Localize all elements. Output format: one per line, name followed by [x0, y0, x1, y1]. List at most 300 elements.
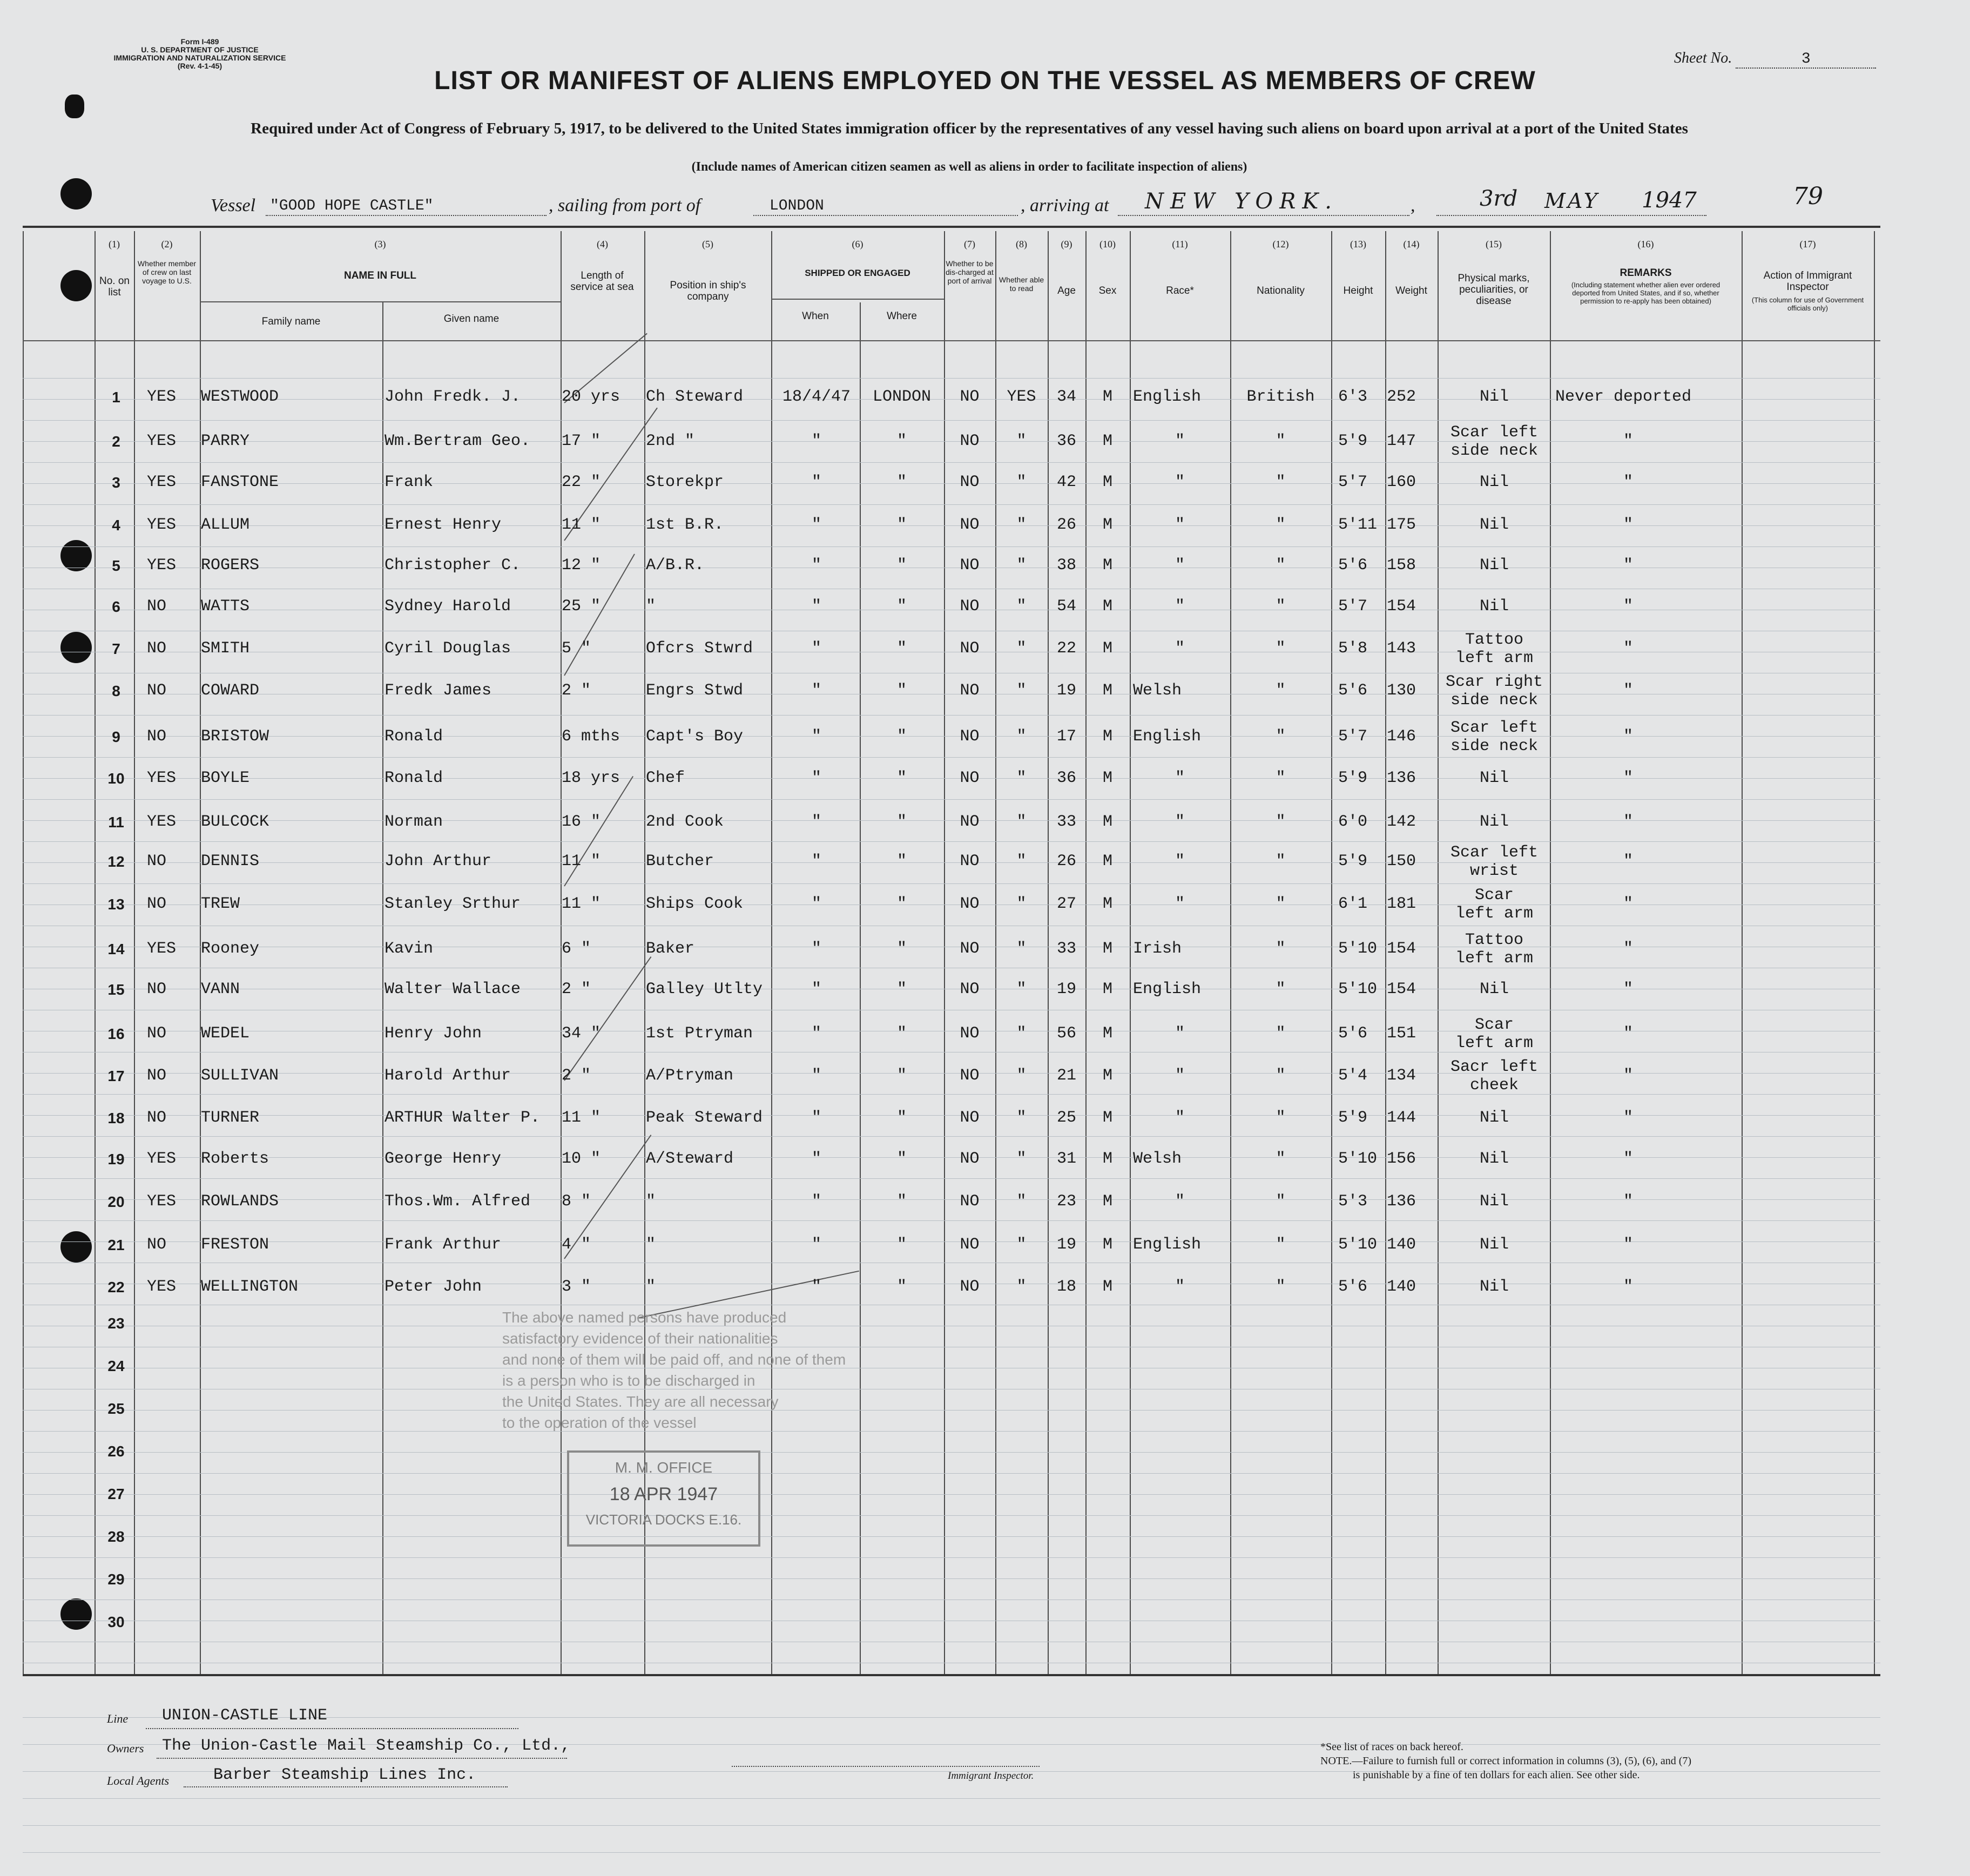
shipped-where-cell: " [896, 473, 907, 491]
position-cell: " [646, 597, 656, 616]
footer-note: is punishable by a fine of ten dollars for each alien. See other side. [1353, 1769, 1640, 1781]
given-name-cell: Henry John [384, 1024, 482, 1043]
discharged-cell: NO [960, 769, 980, 787]
weight-cell: 136 [1387, 1192, 1416, 1211]
sex-cell: M [1102, 727, 1112, 746]
shipped-when-cell: " [811, 727, 821, 746]
service-cell: 5 " [562, 639, 591, 658]
family-name-cell: Roberts [201, 1150, 269, 1168]
last-voyage-cell: YES [147, 1150, 177, 1168]
race-cell: " [1175, 813, 1185, 831]
footer-line-label: Line [107, 1712, 129, 1725]
physical-marks-cell: Nil [1479, 980, 1509, 998]
shipped-when-cell: " [811, 895, 821, 913]
weight-cell: 151 [1387, 1024, 1416, 1043]
header-last-voyage: Whether member of crew on last voyage to U.S. [137, 259, 197, 285]
position-cell: Chef [646, 769, 685, 787]
height-cell: 5'9 [1338, 432, 1368, 450]
position-cell: A/Ptryman [646, 1067, 734, 1085]
sex-cell: M [1102, 1278, 1112, 1296]
physical-marks-cell: Nil [1479, 388, 1509, 406]
nationality-cell: British [1246, 388, 1315, 406]
given-name-cell: Sydney Harold [384, 597, 511, 616]
shipped-when-cell: " [811, 681, 821, 700]
height-cell: 5'6 [1338, 556, 1368, 575]
able-read-cell: " [1016, 940, 1027, 958]
race-cell: " [1175, 597, 1185, 616]
shipped-when-cell: " [811, 473, 821, 491]
discharged-cell: NO [960, 1236, 980, 1254]
position-cell: Ofcrs Stwrd [646, 639, 753, 658]
sex-cell: M [1102, 597, 1112, 616]
weight-cell: 130 [1387, 681, 1416, 700]
given-name-cell: Frank Arthur [384, 1236, 502, 1254]
family-name-cell: FRESTON [201, 1236, 269, 1254]
shipped-when-cell: " [811, 940, 821, 958]
column-number: (6) [852, 239, 863, 249]
physical-marks-line: left arm [1455, 905, 1534, 923]
able-read-cell: " [1016, 895, 1027, 913]
shipped-when-cell: " [811, 1150, 821, 1168]
race-cell: English [1133, 980, 1202, 998]
column-number: (1) [109, 239, 120, 249]
footer-agents-label: Local Agents [107, 1774, 170, 1787]
header-action-note: (This column for use of Government officials only) [1751, 296, 1864, 312]
sex-cell: M [1102, 769, 1112, 787]
column-number: (8) [1016, 239, 1027, 249]
race-cell: English [1133, 1236, 1202, 1254]
header-length-service: Length of service at sea [570, 270, 634, 293]
discharged-cell: NO [960, 1192, 980, 1211]
position-cell: Peak Steward [646, 1109, 763, 1127]
remarks-cell: " [1623, 813, 1633, 831]
column-number: (14) [1403, 239, 1420, 249]
stamp-line: satisfactory evidence of their nationalities [502, 1330, 778, 1347]
weight-cell: 144 [1387, 1109, 1416, 1127]
last-voyage-cell: NO [147, 1067, 167, 1085]
race-cell: " [1175, 1109, 1185, 1127]
race-cell: Welsh [1133, 1150, 1182, 1168]
service-cell: 6 mths [562, 727, 620, 746]
header-position: Position in ship's company [670, 280, 746, 302]
remarks-cell: " [1623, 1278, 1633, 1296]
physical-marks-cell: Nil [1479, 473, 1509, 491]
nationality-cell: " [1276, 597, 1286, 616]
last-voyage-cell: NO [147, 895, 167, 913]
header-remarks: REMARKS [1620, 267, 1672, 279]
physical-marks-line: side neck [1450, 691, 1539, 710]
family-name-cell: Rooney [201, 940, 260, 958]
age-cell: 33 [1056, 813, 1076, 831]
physical-marks-cell: Nil [1479, 1278, 1509, 1296]
nationality-cell: " [1276, 1024, 1286, 1043]
height-cell: 5'10 [1338, 940, 1378, 958]
row-number: 20 [107, 1193, 125, 1210]
sex-cell: M [1102, 388, 1112, 406]
column-number: (15) [1486, 239, 1502, 249]
arriving-value: NEW YORK. [1145, 189, 1338, 214]
weight-cell: 252 [1387, 388, 1416, 406]
position-cell: Butcher [646, 852, 714, 870]
service-cell: 12 " [562, 556, 601, 575]
remarks-cell: " [1623, 681, 1633, 700]
age-cell: 22 [1056, 639, 1076, 658]
position-cell: Engrs Stwd [646, 681, 744, 700]
weight-cell: 143 [1387, 639, 1416, 658]
punch-hole [60, 1598, 92, 1630]
weight-cell: 175 [1387, 516, 1416, 534]
shipped-when-cell: " [811, 432, 821, 450]
last-voyage-cell: NO [147, 980, 167, 998]
row-number: 1 [112, 389, 120, 406]
remarks-cell: " [1623, 1236, 1633, 1254]
row-number: 8 [112, 683, 120, 699]
family-name-cell: SULLIVAN [201, 1067, 279, 1085]
discharged-cell: NO [960, 473, 980, 491]
last-voyage-cell: NO [147, 852, 167, 870]
physical-marks-cell: Nil [1479, 1150, 1509, 1168]
age-cell: 26 [1056, 852, 1076, 870]
position-cell: Baker [646, 940, 695, 958]
service-cell: 8 " [562, 1192, 591, 1211]
given-name-cell: Christopher C. [384, 556, 521, 575]
service-cell: 10 " [562, 1150, 601, 1168]
race-cell: " [1175, 852, 1185, 870]
service-cell: 2 " [562, 681, 591, 700]
physical-marks-line: left arm [1455, 1034, 1534, 1052]
service-cell: 6 " [562, 940, 591, 958]
column-number: (4) [597, 239, 608, 249]
header-age: Age [1057, 285, 1076, 296]
given-name-cell: Ernest Henry [384, 516, 502, 534]
shipped-where-cell: " [896, 597, 907, 616]
service-cell: 20 yrs [562, 388, 620, 406]
row-number: 28 [107, 1528, 125, 1545]
port-value: LONDON [770, 198, 824, 214]
physical-marks-line: Tattoo [1465, 931, 1524, 949]
shipped-where-cell: " [896, 1278, 907, 1296]
height-cell: 5'4 [1338, 1067, 1368, 1085]
shipped-when-cell: " [811, 516, 821, 534]
remarks-cell: " [1623, 895, 1633, 913]
able-read-cell: " [1016, 1236, 1027, 1254]
able-read-cell: " [1016, 639, 1027, 658]
shipped-where-cell: " [896, 1150, 907, 1168]
punch-hole [60, 178, 92, 210]
remarks-cell: Never deported [1555, 388, 1692, 406]
position-cell: Galley Utlty [646, 980, 763, 998]
able-read-cell: " [1016, 432, 1027, 450]
able-read-cell: " [1016, 813, 1027, 831]
sex-cell: M [1102, 1024, 1112, 1043]
height-cell: 5'9 [1338, 769, 1368, 787]
position-cell: Capt's Boy [646, 727, 744, 746]
row-number: 19 [107, 1151, 125, 1168]
row-number: 2 [112, 433, 120, 450]
physical-marks-cell: Nil [1479, 769, 1509, 787]
position-cell: " [646, 1278, 656, 1296]
age-cell: 19 [1056, 1236, 1076, 1254]
header-remarks-note: (Including statement whether alien ever ordered deported from United States, and if so, whether permission to re-apply has been obtained) [1571, 281, 1721, 305]
able-read-cell: " [1016, 1024, 1027, 1043]
shipped-when-cell: " [811, 639, 821, 658]
sheet-value: 3 [1736, 51, 1876, 69]
header-given-name: Given name [443, 313, 500, 325]
height-cell: 5'6 [1338, 1024, 1368, 1043]
last-voyage-cell: YES [147, 473, 177, 491]
race-cell: English [1133, 388, 1202, 406]
last-voyage-cell: YES [147, 769, 177, 787]
weight-cell: 140 [1387, 1278, 1416, 1296]
last-voyage-cell: NO [147, 1236, 167, 1254]
family-name-cell: ROWLANDS [201, 1192, 279, 1211]
height-cell: 5'6 [1338, 681, 1368, 700]
family-name-cell: BRISTOW [201, 727, 269, 746]
physical-marks-line: cheek [1469, 1076, 1519, 1095]
shipped-when-cell: 18/4/47 [782, 388, 851, 406]
shipped-where-cell: " [896, 556, 907, 575]
footer-note: *See list of races on back hereof. [1320, 1741, 1463, 1753]
sex-cell: M [1102, 1109, 1112, 1127]
discharged-cell: NO [960, 1278, 980, 1296]
nationality-cell: " [1276, 1192, 1286, 1211]
punch-hole [60, 632, 92, 663]
row-number: 13 [107, 896, 125, 913]
nationality-cell: " [1276, 1236, 1286, 1254]
family-name-cell: SMITH [201, 639, 250, 658]
discharged-cell: NO [960, 1109, 980, 1127]
header-physical-marks: Physical marks, peculiarities, or disease [1458, 273, 1530, 307]
footer-inspector-label: Immigrant Inspector. [948, 1770, 1034, 1781]
last-voyage-cell: YES [147, 388, 177, 406]
arrival-month: MAY [1544, 189, 1600, 213]
nationality-cell: " [1276, 639, 1286, 658]
shipped-where-cell: " [896, 516, 907, 534]
vessel-name: "GOOD HOPE CASTLE" [270, 198, 434, 214]
able-read-cell: " [1016, 980, 1027, 998]
able-read-cell: " [1016, 1067, 1027, 1085]
stamp-date: 18 APR 1947 [609, 1484, 718, 1504]
row-number: 3 [112, 474, 120, 491]
last-voyage-cell: YES [147, 432, 177, 450]
discharged-cell: NO [960, 940, 980, 958]
weight-cell: 160 [1387, 473, 1416, 491]
remarks-cell: " [1623, 1150, 1633, 1168]
shipped-where-cell: " [896, 980, 907, 998]
position-cell: Storekpr [646, 473, 724, 491]
stamp-location: VICTORIA DOCKS E.16. [585, 1511, 742, 1528]
position-cell: A/B.R. [646, 556, 705, 575]
physical-marks-line: Tattoo [1465, 631, 1524, 649]
column-number: (5) [702, 239, 713, 249]
nationality-cell: " [1276, 940, 1286, 958]
column-number: (7) [964, 239, 975, 249]
remarks-cell: " [1623, 516, 1633, 534]
race-cell: " [1175, 639, 1185, 658]
header-when: When [802, 311, 829, 322]
last-voyage-cell: NO [147, 681, 167, 700]
family-name-cell: COWARD [201, 681, 260, 700]
row-number: 29 [107, 1571, 125, 1588]
last-voyage-cell: YES [147, 1192, 177, 1211]
last-voyage-cell: YES [147, 940, 177, 958]
manifest-page: Form I-489 U. S. DEPARTMENT OF JUSTICE IMMIGRATION AND NATURALIZATION SERVICE (Rev. 4-1-45) Sheet No. 3 LIST OR MANIFEST OF ALIENS EMPLOYED ON THE VESSEL AS MEMBERS OF CREW Required under Act of Congress of February 5, 1917, to be delivered to the United States immigration officer by the representatives of any vessel having such aliens on board upon arrival at a port of the United States (Include names of American citizen seamen as well as aliens in order to facilitate inspection of aliens) Vessel "GOOD HOPE CASTLE" , sailing from port of LONDON , arriving at NEW YORK. , 3rd MAY 1947 79 (1) (2) (3) (4) (5) (6) (7) (8) (9) (10) (11) (12) (13) (14) (15) (16) (17) No. on list Whether member of crew on last voyage to U.S. NAME IN FULL Family name Given name Length of service at sea Position in ship's company SHIPPED OR ENGAGED When Where Whether to be dis-charged at port of arrival Whether able to read Age Sex Race* Nationality Height Weight Physical marks, peculiarities, or disease REMARKS (Including statement whether alien ever ordered deported from United States, and if so, whether permission to re-apply has been obtained) Action of Immigrant Inspector (This column for use of Government officials only) 1 YES WESTWOOD John Fredk. J. 20 yrs Ch Steward 18/4/47 LONDON NO YES 34 M English British 6'3 252 Never deported Nil 2 YES PARRY Wm.Bertram Geo. 17 " 2nd " " " NO " 36 M " " 5'9 147 " Scar left side neck 3 YES FANSTONE Frank 22 " Storekpr " " NO " 42 M " " 5'7 160 " Nil 4 YES ALLUM Ernest Henry 11 " 1st B.R. " " NO " 26 M " " 5'11 175 " Nil 5 YES ROGERS Christopher C. 12 " A/B.R. " " NO " 38 M " " 5'6 158 " Nil 6 NO WATTS Sydney Harold 25 " " " " NO " 54 M " " 5'7 154 " Nil 7 NO SMITH Cyril Douglas 5 " Ofcrs Stwrd " " NO " 22 M " " 5'8 143 " Tattoo left arm 8 NO COWARD Fredk James 2 " Engrs Stwd " " NO " 19 M Welsh " 5'6 130 " Scar right side neck 9 NO BRISTOW Ronald 6 mths Capt's Boy " " NO " 17 M English " 5'7 146 " Scar left side neck 10 YES BOYLE Ronald 18 yrs Chef " " NO " 36 M " " 5'9 136 " Nil 11 YES BULCOCK Norman 16 " 2nd Cook " " NO " 33 M " " 6'0 142 " Nil 12 NO DENNIS John Arthur 11 " Butcher " " NO " 26 M " " 5'9 150 " Scar left wrist 13 NO TREW Stanley Srthur 11 " Ships Cook " " NO " 27 M " " 6'1 181 " Scar left arm 14 YES Rooney Kavin 6 " Baker " " NO " 33 M Irish " 5'10 154 " Tattoo left arm 15 NO VANN Walter Wallace 2 " Galley Utlty " " NO " 19 M English " 5'10 154 " Nil 16 NO WEDEL Henry John 34 " 1st Ptryman " " NO " 56 M " " 5'6 151 " Scar left arm 17 NO SULLIVAN Harold Arthur 2 " A/Ptryman " " NO " 21 M " " 5'4 134 " Sacr left cheek 18 NO TURNER ARTHUR Walter P. 11 " Peak Steward " " NO " 25 M " " 5'9 144 " Nil 19 YES Roberts George Henry 10 " A/Steward " " NO " 31 M Welsh " 5'10 156 " Nil 20 YES ROWLANDS Thos.Wm. Alfred 8 " " " " NO " 23 M " " 5'3 136 " Nil 21 NO FRESTON Frank Arthur 4 " " " " NO " 19 M English " 5'10 140 " Nil 22 YES WELLINGTON Peter John 3 " " " " NO " 18 M " " 5'6 140 " Nil 23 24 25 26 27 28 29 30 The above named persons have produced satisfactory evidence of their nationalities and none of them will be paid off, and none of them is a person who is to be discharged in the United States. They are all necessary to the operation of the vessel M. M. OFFICE 18 APR 1947 VICTORIA DOCKS E.16. Line UNION-CASTLE LINE Owners The Union-Castle Mail Steamship Co., Ltd., Local Agents Barber Steamship Lines Inc. Immigrant Inspector. *See list of races on back hereof. NOTE.—Failure to furnish full or correct information in columns (3), (5), (6), and (7) is punishable by a fine of ten dollars for each alien. See other side. [0, 0, 1970, 1876]
weight-cell: 154 [1387, 940, 1416, 958]
height-cell: 5'10 [1338, 1150, 1378, 1168]
nationality-cell: " [1276, 895, 1286, 913]
physical-marks-cell [1439, 423, 1550, 460]
header-shipped-engaged: SHIPPED OR ENGAGED [805, 268, 910, 278]
height-cell: 5'9 [1338, 1109, 1368, 1127]
position-cell: 2nd Cook [646, 813, 724, 831]
header-no-on-list: No. on list [99, 275, 130, 298]
physical-marks-line: left arm [1455, 649, 1534, 667]
sex-cell: M [1102, 1150, 1112, 1168]
shipped-where-cell: " [896, 1236, 907, 1254]
physical-marks-cell: Nil [1479, 1192, 1509, 1211]
remarks-cell: " [1623, 727, 1633, 746]
weight-cell: 142 [1387, 813, 1416, 831]
physical-marks-cell: Nil [1479, 813, 1509, 831]
header-discharged: Whether to be dis-charged at port of arrival [946, 259, 994, 285]
age-cell: 27 [1056, 895, 1076, 913]
sex-cell: M [1102, 940, 1112, 958]
height-cell: 5'7 [1338, 473, 1368, 491]
age-cell: 21 [1056, 1067, 1076, 1085]
given-name-cell: Harold Arthur [384, 1067, 511, 1085]
physical-marks-cell [1439, 631, 1550, 667]
header-action: Action of Immigrant Inspector [1763, 270, 1852, 293]
height-cell: 5'3 [1338, 1192, 1368, 1211]
family-name-cell: BOYLE [201, 769, 250, 787]
family-name-cell: TURNER [201, 1109, 260, 1127]
age-cell: 56 [1056, 1024, 1076, 1043]
page-title: LIST OR MANIFEST OF ALIENS EMPLOYED ON THE VESSEL AS MEMBERS OF CREW [434, 66, 1536, 95]
row-number: 9 [112, 728, 120, 745]
remarks-cell: " [1623, 1192, 1633, 1211]
weight-cell: 146 [1387, 727, 1416, 746]
row-number: 12 [107, 853, 125, 870]
requirement-note: (Include names of American citizen seamen as well as aliens in order to facilitate inspection of aliens) [691, 160, 1247, 174]
position-cell: A/Steward [646, 1150, 734, 1168]
shipped-where-cell: " [896, 727, 907, 746]
stamp-line: The above named persons have produced [502, 1309, 787, 1326]
shipped-when-cell: " [811, 1192, 821, 1211]
header-race: Race* [1166, 285, 1194, 296]
requirement-text: Required under Act of Congress of February 5, 1917, to be delivered to the United States immigration officer by the representatives of any vessel having such aliens on board upon arrival at a port of the United States [251, 120, 1688, 137]
sex-cell: M [1102, 473, 1112, 491]
family-name-cell: VANN [201, 980, 240, 998]
able-read-cell: " [1016, 1109, 1027, 1127]
height-cell: 5'8 [1338, 639, 1368, 658]
age-cell: 36 [1056, 432, 1076, 450]
shipped-where-cell: LONDON [872, 388, 932, 406]
physical-marks-cell: Nil [1479, 1236, 1509, 1254]
shipped-when-cell: " [811, 852, 821, 870]
given-name-cell: Cyril Douglas [384, 639, 511, 658]
race-cell: Welsh [1133, 681, 1182, 700]
form-info [95, 38, 305, 70]
service-cell: 16 " [562, 813, 601, 831]
column-number: (12) [1272, 239, 1289, 249]
row-number: 17 [107, 1068, 125, 1084]
nationality-cell: " [1276, 1278, 1286, 1296]
able-read-cell: " [1016, 516, 1027, 534]
row-number: 15 [107, 981, 125, 998]
shipped-when-cell: " [811, 980, 821, 998]
physical-marks-cell [1439, 673, 1550, 710]
physical-marks-line: Scar [1474, 1016, 1514, 1034]
stamp-line: and none of them will be paid off, and none of them [502, 1351, 846, 1368]
given-name-cell: John Fredk. J. [384, 388, 521, 406]
able-read-cell: " [1016, 727, 1027, 746]
discharged-cell: NO [960, 681, 980, 700]
last-voyage-cell: YES [147, 1278, 177, 1296]
certification-stamp [502, 1307, 859, 1433]
physical-marks-cell [1439, 843, 1550, 880]
row-number: 18 [107, 1110, 125, 1126]
nationality-cell: " [1276, 813, 1286, 831]
weight-cell: 154 [1387, 597, 1416, 616]
sex-cell: M [1102, 1192, 1112, 1211]
age-cell: 23 [1056, 1192, 1076, 1211]
last-voyage-cell: NO [147, 727, 167, 746]
position-cell: 1st Ptryman [646, 1024, 753, 1043]
service-cell: 34 " [562, 1024, 601, 1043]
weight-cell: 136 [1387, 769, 1416, 787]
punch-hole [60, 1231, 92, 1263]
vessel-label: Vessel [211, 195, 256, 215]
arrival-year: 1947 [1642, 188, 1697, 213]
header-height: Height [1343, 285, 1373, 296]
sheet-label: Sheet No. [1674, 50, 1732, 66]
discharged-cell: NO [960, 852, 980, 870]
remarks-cell: " [1623, 1067, 1633, 1085]
given-name-cell: Ronald [384, 769, 443, 787]
row-number: 21 [107, 1237, 125, 1253]
last-voyage-cell: NO [147, 1109, 167, 1127]
service-name: IMMIGRATION AND NATURALIZATION SERVICE [113, 53, 286, 62]
shipped-when-cell: " [811, 556, 821, 575]
remarks-cell: " [1623, 432, 1633, 450]
punch-hole [60, 540, 92, 571]
stamp-line: is a person who is to be discharged in [502, 1372, 755, 1389]
discharged-cell: NO [960, 895, 980, 913]
physical-marks-line: Scar left [1450, 843, 1539, 862]
physical-marks-cell: Nil [1479, 597, 1509, 616]
family-name-cell: ROGERS [201, 556, 260, 575]
race-cell: " [1175, 769, 1185, 787]
race-cell: " [1175, 1278, 1185, 1296]
height-cell: 5'6 [1338, 1278, 1368, 1296]
family-name-cell: WATTS [201, 597, 250, 616]
given-name-cell: Thos.Wm. Alfred [384, 1192, 531, 1211]
stamp-line: the United States. They are all necessary [502, 1393, 779, 1410]
age-cell: 31 [1056, 1150, 1076, 1168]
weight-cell: 134 [1387, 1067, 1416, 1085]
physical-marks-cell: Nil [1479, 1109, 1509, 1127]
age-cell: 36 [1056, 769, 1076, 787]
last-voyage-cell: YES [147, 813, 177, 831]
given-name-cell: Wm.Bertram Geo. [384, 432, 531, 450]
weight-cell: 156 [1387, 1150, 1416, 1168]
row-number: 4 [112, 517, 120, 534]
sex-cell: M [1102, 895, 1112, 913]
race-cell: English [1133, 727, 1202, 746]
footer-note: NOTE.—Failure to furnish full or correct information in columns (3), (5), (6), and (7) [1320, 1755, 1692, 1767]
sex-cell: M [1102, 516, 1112, 534]
nationality-cell: " [1276, 1150, 1286, 1168]
